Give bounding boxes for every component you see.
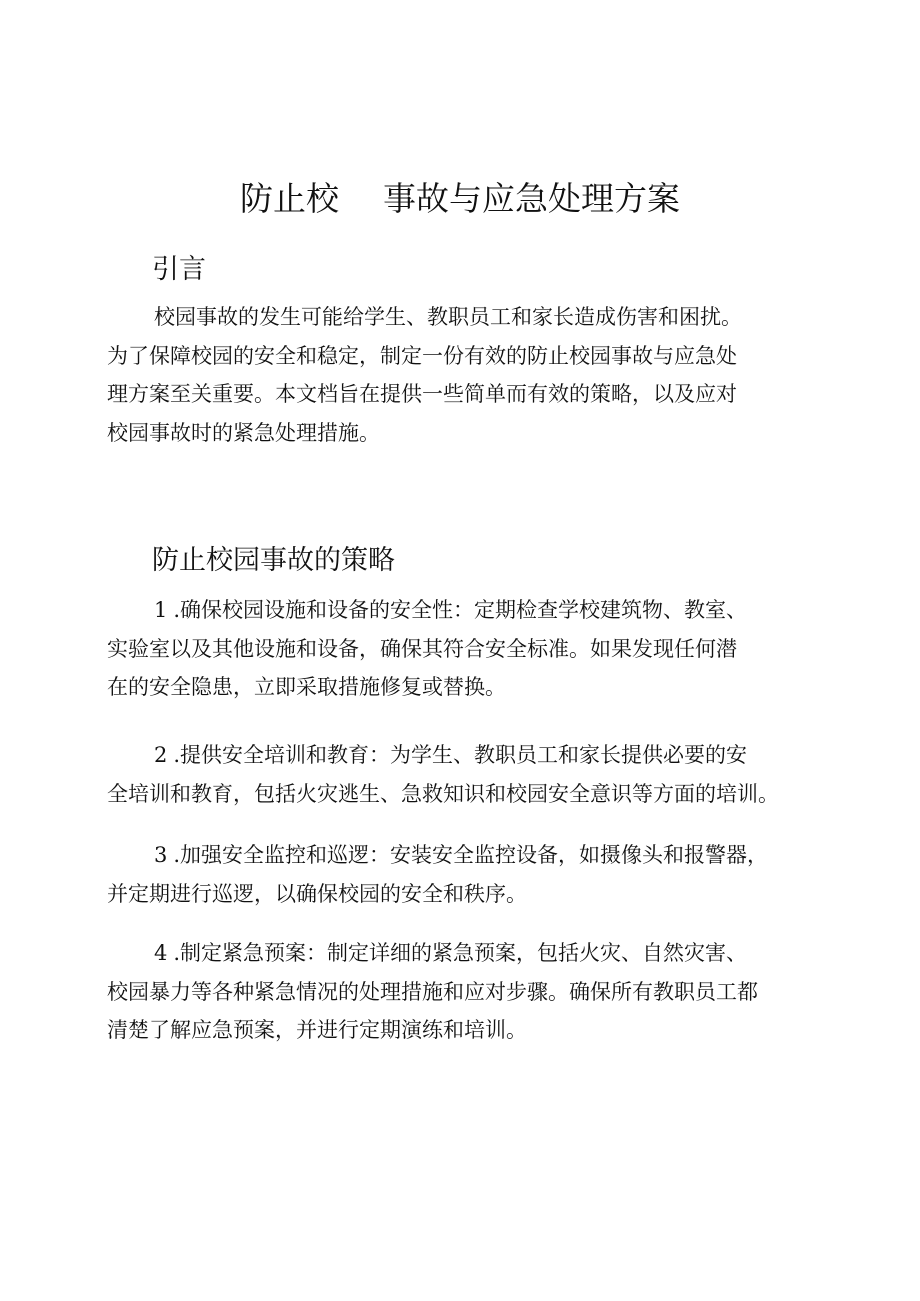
strategy-number: 2 <box>154 743 168 767</box>
strategy-number: 1 <box>154 598 168 622</box>
strategy-line: 全培训和教育，包括火灾逃生、急救知识和校园安全意识等方面的培训。 <box>107 781 779 806</box>
strategy-line: 实验室以及其他设施和设备，确保其符合安全标准。如果发现任何潜 <box>107 636 737 661</box>
strategy-line <box>107 591 827 630</box>
strategy-line <box>107 736 827 775</box>
strategy-line <box>107 836 827 875</box>
strategy-number: 3 <box>154 843 168 867</box>
intro-line: 理方案至关重要。本文档旨在提供一些简单而有效的策略，以及应对 <box>107 382 737 406</box>
intro-line: 校园事故时的紧急处理措施。 <box>107 420 380 445</box>
strategy-item-1 <box>107 591 827 707</box>
title-part-2: 事故与应急处理方案 <box>383 179 680 218</box>
strategy-text: .确保校园设施和设备的安全性：定期检查学校建筑物、教室、 <box>173 598 748 622</box>
strategy-item-4 <box>107 934 827 1050</box>
strategy-line: 清楚了解应急预案，并进行定期演练和培训。 <box>107 1018 527 1042</box>
strategy-number: 4 <box>154 941 168 965</box>
intro-line: 校园事故的发生可能给学生、教职员工和家长造成伤害和困扰。 <box>154 305 742 329</box>
intro-line: 为了保障校园的安全和稳定，制定一份有效的防止校园事故与应急处 <box>107 343 737 368</box>
section-heading-strategies: 防止校园事故的策略 <box>152 545 395 576</box>
strategy-item-3 <box>107 836 827 913</box>
section-heading-introduction: 引言 <box>152 254 206 285</box>
strategy-line: 校园暴力等各种紧急情况的处理措施和应对步骤。确保所有教职员工都 <box>107 979 758 1004</box>
strategy-text: .提供安全培训和教育：为学生、教职员工和家长提供必要的安 <box>173 743 748 767</box>
document-title <box>0 176 920 222</box>
strategy-line: 并定期进行巡逻，以确保校园的安全和秩序。 <box>107 881 527 906</box>
strategy-item-2 <box>107 736 827 813</box>
strategy-text: .制定紧急预案：制定详细的紧急预案，包括火灾、自然灾害、 <box>173 941 748 965</box>
title-part-1: 防止校 <box>240 179 339 218</box>
intro-paragraph <box>107 298 827 452</box>
strategy-line <box>107 934 827 973</box>
strategy-line: 在的安全隐患，立即采取措施修复或替换。 <box>107 675 506 699</box>
strategy-text: .加强安全监控和巡逻：安装安全监控设备，如摄像头和报警器， <box>173 843 769 867</box>
